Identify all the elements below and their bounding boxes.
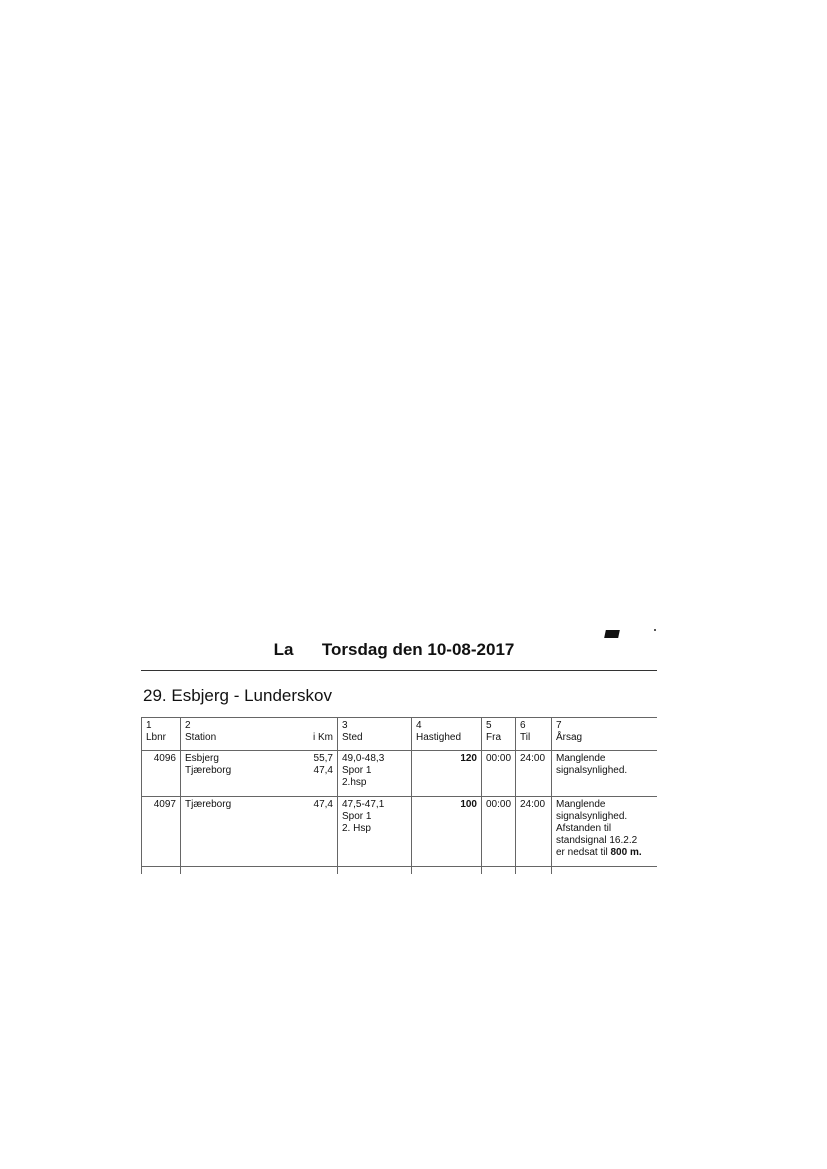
cell-hastighed: 100	[412, 797, 482, 867]
cell-til: 24:00	[516, 751, 552, 797]
cell-station: Esbjerg 55,7 Tjæreborg 47,4	[181, 751, 338, 797]
col-header-fra: 5 Fra	[482, 718, 516, 751]
header-divider	[141, 670, 657, 671]
cell-lbnr: 4097	[142, 797, 181, 867]
section-title: 29. Esbjerg - Lunderskov	[143, 686, 332, 705]
col-header-arsag: 7 Årsag	[552, 718, 658, 751]
cell-fra: 00:00	[482, 751, 516, 797]
table-row	[142, 751, 658, 797]
table-row	[142, 797, 658, 867]
page-header	[141, 640, 657, 660]
col-header-station: 2 Station i Km	[181, 718, 338, 751]
table-row-cut-off	[142, 867, 658, 875]
restriction-table	[141, 717, 657, 874]
dot-mark-icon	[654, 629, 656, 631]
cell-sted: 49,0-48,3 Spor 1 2.hsp	[338, 751, 412, 797]
cell-station: Tjæreborg 47,4	[181, 797, 338, 867]
cell-sted: 47,5-47,1 Spor 1 2. Hsp	[338, 797, 412, 867]
cell-fra: 00:00	[482, 797, 516, 867]
cell-hastighed: 120	[412, 751, 482, 797]
col-header-lbnr: 1 Lbnr	[142, 718, 181, 751]
document-fragment	[141, 626, 657, 874]
col-header-til: 6 Til	[516, 718, 552, 751]
col-header-sted: 3 Sted	[338, 718, 412, 751]
header-date: Torsdag den 10-08-2017	[321, 640, 515, 659]
cell-til: 24:00	[516, 797, 552, 867]
table-header-row	[142, 718, 658, 751]
cell-lbnr: 4096	[142, 751, 181, 797]
cell-arsag: Manglende signalsynlighed.	[552, 751, 658, 797]
black-mark-icon	[604, 630, 620, 638]
cell-arsag: Manglende signalsynlighed. Afstanden til standsignal 16.2.2 er nedsat til 800 m.	[552, 797, 658, 867]
emphasis-distance: 800 m.	[610, 847, 642, 858]
header-prefix: La	[273, 640, 294, 659]
col-header-hastighed: 4 Hastighed	[412, 718, 482, 751]
